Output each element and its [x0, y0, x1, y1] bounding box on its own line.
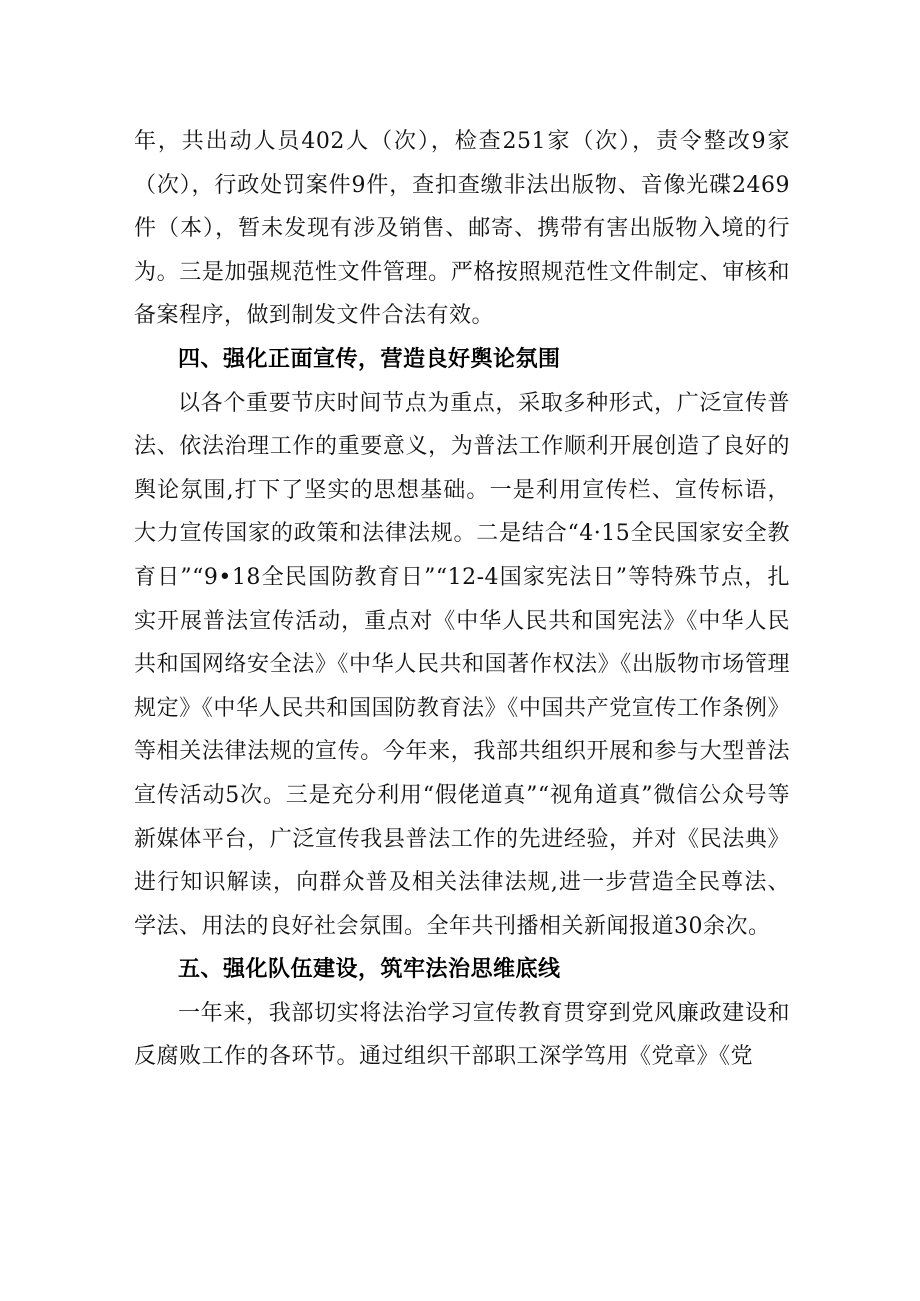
paragraph-team-building: 一年来，我部切实将法治学习宣传教育贯穿到党风廉政建设和反腐败工作的各环节。通过组织干部职工深学笃用《党章》《党	[134, 1000, 790, 1070]
document-body	[134, 120, 790, 1079]
paragraph-publicity: 以各个重要节庆时间节点为重点，采取多种形式，广泛宣传普法、依法治理工作的重要意义，为普法工作顺利开展创造了良好的舆论氛围,打下了坚实的思想基础。一是利用宣传栏、宣传标语，大力宣传国家的政策和法律法规。二是结合“4·15全民国家安全教育日”“9•18全民国防教育日”“12-4国家宪法日”等特殊节点，扎实开展普法宣传活动，重点对《中华人民共和国宪法》《中华人民共和国网络安全法》《中华人民共和国著作权法》《出版物市场管理规定》《中华人民共和国国防教育法》《中国共产党宣传工作条例》等相关法律法规的宣传。今年来，我部共组织开展和参与大型普法宣传活动5次。三是充分利用“假佬道真”“视角道真”微信公众号等新媒体平台，广泛宣传我县普法工作的先进经验，并对《民法典》进行知识解读，向群众普及相关法律法规,进一步营造全民尊法、学法、用法的良好社会氛围。全年共刊播相关新闻报道30余次。	[134, 390, 790, 939]
section-heading-4: 四、强化正面宣传，营造良好舆论氛围	[178, 346, 561, 372]
section-heading-5: 五、强化队伍建设，筑牢法治思维底线	[178, 957, 561, 983]
paragraph-continuation: 年，共出动人员402人（次），检查251家（次），责令整改9家（次），行政处罚案件9件，查扣查缴非法出版物、音像光碟2469件（本），暂未发现有涉及销售、邮寄、携带有害出版物入境的行为。三是加强规范性文件管理。严格按照规范性文件制定、审核和备案程序，做到制发文件合法有效。	[134, 129, 790, 329]
